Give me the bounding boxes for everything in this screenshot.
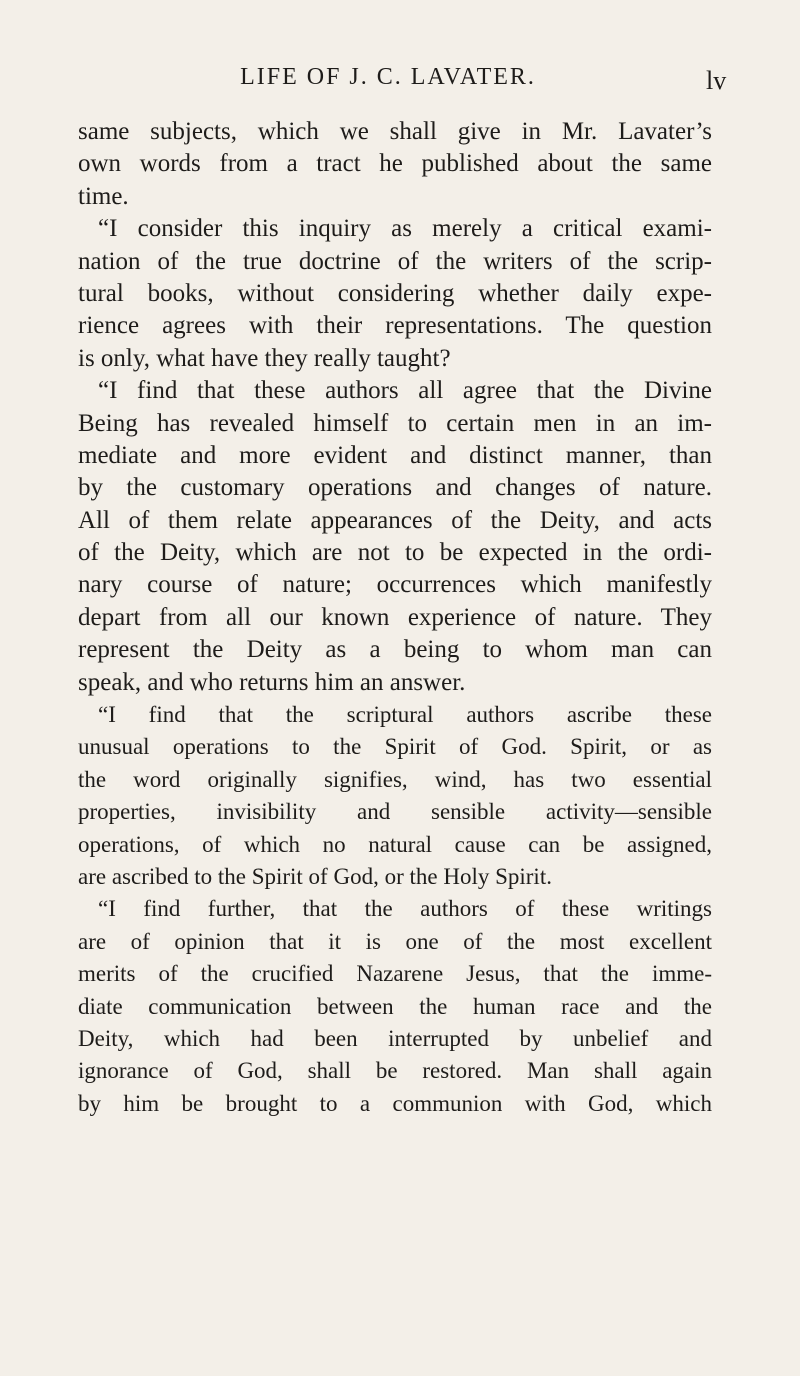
text-line: All of them relate appearances of the Deity, and acts xyxy=(78,506,712,534)
text-line: own words from a tract he published about the same xyxy=(78,150,712,178)
text-line: are ascribed to the Spirit of God, or the Holy Spirit. xyxy=(78,863,552,889)
text-line: speak, and who returns him an answer. xyxy=(78,668,466,696)
text-line: nation of the true doctrine of the writers of the scrip- xyxy=(78,247,712,275)
text-line: of the Deity, which are not to be expected in the ordi- xyxy=(78,539,712,567)
text-line: “I consider this inquiry as merely a critical exami- xyxy=(98,215,712,243)
text-line: operations, of which no natural cause can be assigned, xyxy=(78,831,712,857)
text-line: mediate and more evident and distinct manner, than xyxy=(78,441,712,469)
text-line: ignorance of God, shall be restored. Man shall again xyxy=(78,1058,712,1084)
text-line: nary course of nature; occurrences which manifestly xyxy=(78,571,712,599)
text-line: by him be brought to a communion with God, which xyxy=(78,1090,712,1116)
text-line: represent the Deity as a being to whom man can xyxy=(78,636,712,664)
text-line: are of opinion that it is one of the most excellent xyxy=(78,928,712,954)
body-text xyxy=(78,116,712,1120)
text-line: properties, invisibility and sensible activity—sensible xyxy=(78,799,712,825)
text-line: diate communication between the human race and the xyxy=(78,993,712,1019)
text-line: time. xyxy=(78,182,129,210)
running-head-title: LIFE OF J. C. LAVATER. xyxy=(240,64,536,90)
running-head xyxy=(0,64,800,104)
text-line: “I find that the scriptural authors ascribe these xyxy=(98,702,712,728)
text-line: Being has revealed himself to certain men in an im- xyxy=(78,409,712,437)
text-line: is only, what have they really taught? xyxy=(78,344,451,372)
text-line: same subjects, which we shall give in Mr. Lavater’s xyxy=(78,118,712,145)
text-line: merits of the crucified Nazarene Jesus, that the imme- xyxy=(78,961,712,987)
text-line: rience agrees with their representations. The question xyxy=(78,312,712,340)
text-line: by the customary operations and changes of nature. xyxy=(78,474,712,502)
text-line: the word originally signifies, wind, has two essential xyxy=(78,766,712,792)
text-line: Deity, which had been interrupted by unbelief and xyxy=(78,1025,712,1051)
text-line: depart from all our known experience of nature. They xyxy=(78,603,712,631)
text-line: tural books, without considering whether daily expe- xyxy=(78,279,712,307)
page-number: lv xyxy=(706,66,727,95)
text-line: unusual operations to the Spirit of God. Spirit, or as xyxy=(78,734,712,760)
text-line: “I find further, that the authors of these writings xyxy=(98,896,712,922)
text-line: “I find that these authors all agree that the Divine xyxy=(98,377,712,405)
